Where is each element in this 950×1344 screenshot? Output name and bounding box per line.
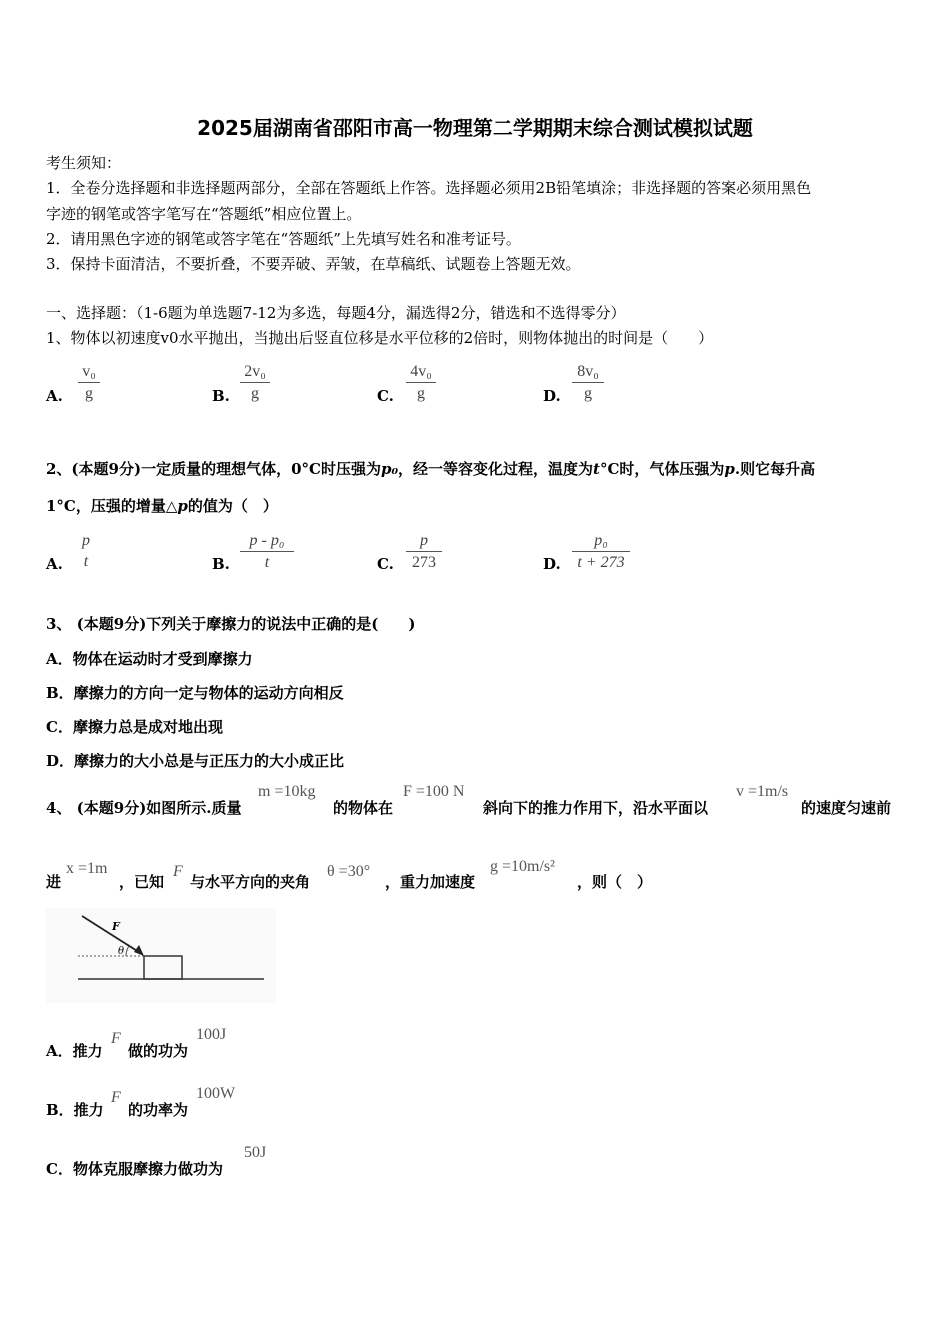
q2-text: ，经一等容变化过程，温度为 <box>398 460 594 478</box>
q4-option-a-text: A．推力 <box>46 1042 103 1060</box>
numerator: p <box>406 531 442 552</box>
notice-line: 3．保持卡面清洁，不要折叠，不要弄破、弄皱，在草稿纸、试题卷上答题无效。 <box>46 255 581 273</box>
q3-option: B．摩擦力的方向一定与物体的运动方向相反 <box>46 684 344 702</box>
q4-option-c-text: C．物体克服摩擦力做功为 <box>46 1160 223 1178</box>
q4-option-b-text: B．推力 <box>46 1101 104 1119</box>
section-heading: 一、选择题：（1-6题为单选题7-12为多选，每题4分，漏选得2分，错选和不选得零分） <box>46 304 626 322</box>
q4-option-a-force: F <box>111 1030 121 1047</box>
q3-option: D．摩擦力的大小总是与正压力的大小成正比 <box>46 752 345 770</box>
q4-option-b-force: F <box>111 1089 121 1106</box>
figure-angle-label: θ <box>118 946 125 957</box>
q4-option-b-value: 100W <box>196 1085 236 1102</box>
q3-option: C．摩擦力总是成对地出现 <box>46 718 223 736</box>
page-title: 2025届湖南省邵阳市高一物理第二学期期末综合测试模拟试题 <box>197 116 753 140</box>
q1-option-b-fraction <box>240 362 270 405</box>
q2-option-a-label: A. <box>46 555 63 573</box>
denominator: 273 <box>412 554 436 571</box>
q4-mass: m =10kg <box>258 783 316 800</box>
q4-option-a-value: 100J <box>196 1026 227 1043</box>
q4-velocity: v =1m/s <box>736 783 789 800</box>
q1-option-a-label: A. <box>46 387 63 405</box>
notice-heading: 考生须知： <box>46 154 122 172</box>
q2-text: 2、(本题9分)一定质量的理想气体，0°C时压强为 <box>46 460 381 478</box>
q1-option-c-fraction <box>406 362 436 405</box>
q2-stem-line1 <box>46 458 815 479</box>
q4-option-c-value: 50J <box>244 1144 267 1161</box>
q3-option: A．物体在运动时才受到摩擦力 <box>46 650 253 668</box>
q2-t: t <box>593 460 600 478</box>
q2-option-c-label: C. <box>377 555 394 573</box>
q2-stem-line2 <box>46 495 278 516</box>
q4-text: 的物体在 <box>333 799 394 817</box>
q2-text: 1°C，压强的增量△ <box>46 497 178 515</box>
q4-force-symbol: F <box>173 863 183 880</box>
numerator: 2v₀ <box>240 362 270 383</box>
denominator: t <box>264 554 270 571</box>
numerator: 4v₀ <box>406 362 436 383</box>
denominator: g <box>251 385 259 402</box>
denominator: g <box>85 385 93 402</box>
q1-stem: 1、物体以初速度v0水平抛出，当抛出后竖直位移是水平位移的2倍时，则物体抛出的时间是（ ） <box>46 329 714 347</box>
q4-distance: x =1m <box>66 860 108 877</box>
q2-text: °C时，气体压强为 <box>599 460 725 478</box>
q2-option-d-label: D. <box>543 555 561 573</box>
q2-p: p <box>177 497 188 515</box>
q3-stem: 3、 (本题9分)下列关于摩擦力的说法中正确的是( ) <box>46 615 416 633</box>
numerator: p - p₀ <box>240 531 294 552</box>
notice-line: 1．全卷分选择题和非选择题两部分，全部在答题纸上作答。选择题必须用2B铅笔填涂；非选择题的答案必须用黑色 <box>46 179 812 197</box>
numerator: 8v₀ <box>572 362 604 383</box>
q4-text: ，重力加速度 <box>385 873 476 891</box>
q1-option-c-label: C. <box>377 387 394 405</box>
q4-figure <box>46 908 276 1003</box>
q4-text: 4、 (本题9分)如图所示.质量 <box>46 799 242 817</box>
q1-option-d-fraction <box>572 362 604 405</box>
q4-gravity: g =10m/s² <box>490 858 555 875</box>
q2-option-a-fraction <box>76 531 96 573</box>
denominator: g <box>584 385 592 402</box>
numerator: v₀ <box>78 362 100 383</box>
q1-option-b-label: B. <box>212 387 230 405</box>
figure-force-label: F <box>112 920 120 933</box>
q1-option-a-fraction <box>78 362 100 405</box>
q2-p: p <box>724 460 735 478</box>
q2-option-d-fraction <box>572 531 630 574</box>
q2-p0: p₀ <box>380 460 399 478</box>
q2-text: 的值为（ ） <box>187 497 278 515</box>
q4-text: 斜向下的推力作用下，沿水平面以 <box>483 799 709 817</box>
q4-text: 进 <box>46 873 62 891</box>
q4-text: ，已知 <box>119 873 165 891</box>
q1-option-d-label: D. <box>543 387 561 405</box>
q2-option-c-fraction <box>406 531 442 574</box>
denominator: g <box>417 385 425 402</box>
numerator: p₀ <box>572 531 630 552</box>
q2-option-b-fraction <box>240 531 294 574</box>
q4-text: ，则（ ） <box>577 873 653 891</box>
denominator: t <box>83 553 89 570</box>
q4-text: 的速度匀速前 <box>801 799 892 817</box>
denominator: t + 273 <box>577 554 625 571</box>
q4-angle: θ =30° <box>327 863 371 880</box>
notice-line: 2．请用黑色字迹的钢笔或答字笔在“答题纸”上先填写姓名和准考证号。 <box>46 230 521 248</box>
q4-force: F =100 N <box>403 783 465 800</box>
q4-option-a-text: 做的功为 <box>128 1042 189 1060</box>
q4-option-b-text: 的功率为 <box>128 1101 189 1119</box>
q4-text: 与水平方向的夹角 <box>190 873 311 891</box>
q2-text: .则它每升高 <box>734 460 816 478</box>
notice-line: 字迹的钢笔或答字笔写在“答题纸”相应位置上。 <box>46 205 362 223</box>
q2-option-b-label: B. <box>212 555 230 573</box>
numerator: p <box>82 532 90 549</box>
